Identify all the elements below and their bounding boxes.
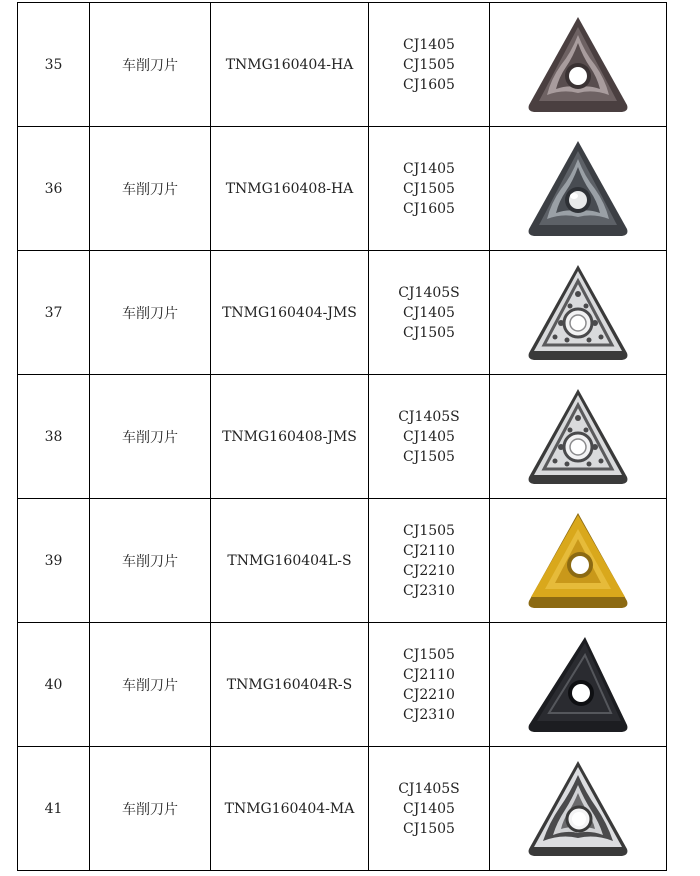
item-grades — [369, 3, 490, 127]
item-model: TNMG160404-HA — [211, 3, 369, 127]
item-name: 车削刀片 — [90, 251, 211, 375]
item-number: 39 — [18, 499, 90, 623]
item-model: TNMG160408-HA — [211, 127, 369, 251]
item-image — [490, 3, 667, 127]
grade: CJ1505 — [403, 820, 455, 837]
item-name: 车削刀片 — [90, 747, 211, 871]
item-grades — [369, 499, 490, 623]
item-name: 车削刀片 — [90, 375, 211, 499]
grade: CJ1505 — [403, 56, 455, 73]
gold-insert-icon — [523, 509, 633, 613]
item-model: TNMG160404-MA — [211, 747, 369, 871]
grade: CJ2210 — [403, 562, 455, 579]
item-number: 41 — [18, 747, 90, 871]
grade: CJ1405 — [403, 800, 455, 817]
grade: CJ1605 — [403, 200, 455, 217]
table-row — [18, 251, 667, 375]
dark-chipbreaker-insert-icon — [523, 13, 633, 117]
grade: CJ1505 — [403, 646, 455, 663]
item-name: 车削刀片 — [90, 499, 211, 623]
item-model: TNMG160404-JMS — [211, 251, 369, 375]
table-row — [18, 499, 667, 623]
item-image — [490, 747, 667, 871]
item-name: 车削刀片 — [90, 623, 211, 747]
item-image — [490, 499, 667, 623]
grade: CJ2110 — [403, 542, 455, 559]
grade: CJ1505 — [403, 522, 455, 539]
item-grades — [369, 375, 490, 499]
item-model: TNMG160404R-S — [211, 623, 369, 747]
table-row — [18, 375, 667, 499]
item-number: 38 — [18, 375, 90, 499]
item-name: 车削刀片 — [90, 3, 211, 127]
grade: CJ1505 — [403, 180, 455, 197]
grade: CJ1405 — [403, 36, 455, 53]
item-grades — [369, 127, 490, 251]
item-grades — [369, 623, 490, 747]
item-image — [490, 251, 667, 375]
grade: CJ1505 — [403, 448, 455, 465]
item-image — [490, 127, 667, 251]
grade: CJ1405S — [398, 284, 460, 301]
table-row — [18, 623, 667, 747]
item-number: 37 — [18, 251, 90, 375]
grade: CJ1605 — [403, 76, 455, 93]
grade: CJ2310 — [403, 706, 455, 723]
grade: CJ1405 — [403, 304, 455, 321]
silver-chipbreaker-insert-icon — [523, 757, 633, 861]
grade: CJ1405S — [398, 408, 460, 425]
insert-catalog-table — [17, 2, 667, 871]
item-number: 40 — [18, 623, 90, 747]
silver-dotted-insert-icon — [523, 385, 633, 489]
item-grades — [369, 251, 490, 375]
item-number: 35 — [18, 3, 90, 127]
item-name: 车削刀片 — [90, 127, 211, 251]
black-insert-icon — [523, 633, 633, 737]
grade: CJ2310 — [403, 582, 455, 599]
table-row — [18, 747, 667, 871]
grade: CJ1405S — [398, 780, 460, 797]
item-number: 36 — [18, 127, 90, 251]
grade: CJ2210 — [403, 686, 455, 703]
item-model: TNMG160408-JMS — [211, 375, 369, 499]
item-image — [490, 623, 667, 747]
grade: CJ1405 — [403, 428, 455, 445]
item-model: TNMG160404L-S — [211, 499, 369, 623]
dark-chipbreaker-insert-icon — [523, 137, 633, 241]
silver-dotted-insert-icon — [523, 261, 633, 365]
table-row — [18, 127, 667, 251]
grade: CJ1505 — [403, 324, 455, 341]
grade: CJ2110 — [403, 666, 455, 683]
table-row — [18, 3, 667, 127]
item-image — [490, 375, 667, 499]
grade: CJ1405 — [403, 160, 455, 177]
item-grades — [369, 747, 490, 871]
